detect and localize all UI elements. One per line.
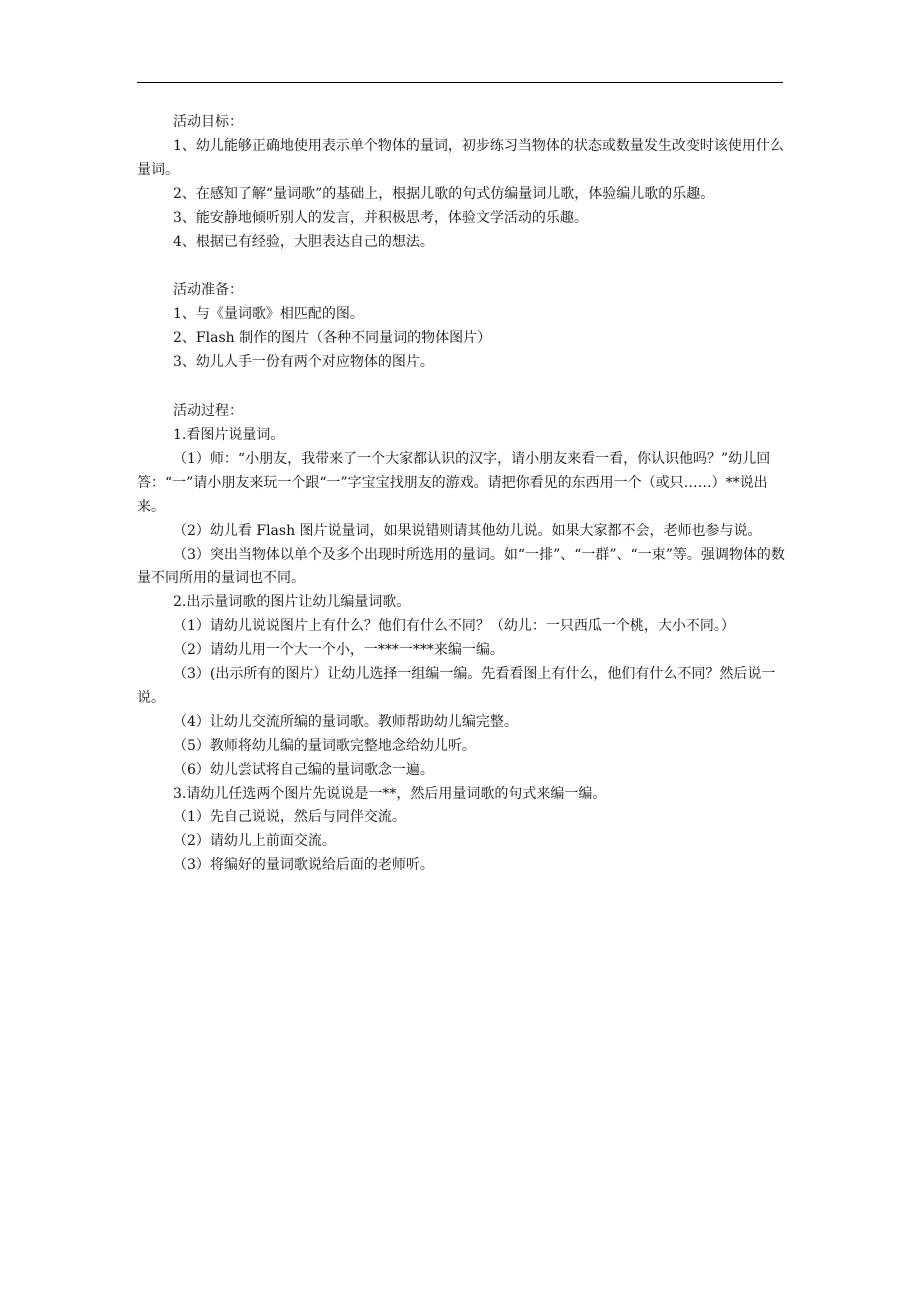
step-1-item-2: （2）幼儿看 Flash 图片说量词，如果说错则请其他幼儿说。如果大家都不会，老师也参与说。 [173,522,762,539]
step-2-item-3: （3）(出示所有的图片）让幼儿选择一组编一编。先看看图上有什么，他们有什么不同？然后说一说。 [137,666,776,706]
prep-3: 3、幼儿人手一份有两个对应物体的图片。 [173,354,434,371]
step-3-item-2: （2）请幼儿上前面交流。 [173,833,336,850]
step-2-item-2: （2）请幼儿用一个大一个小，一***一***来编一编。 [173,642,504,659]
heading-process: 活动过程： [173,403,243,420]
heading-goals: 活动目标： [173,114,243,130]
prep-1: 1、与《量词歌》相匹配的图。 [173,306,364,323]
step-2-title: 2.出示量词歌的图片让幼儿编量词歌。 [173,594,411,611]
section-process [137,400,785,878]
step-2-item-4: （4）让幼儿交流所编的量词歌。教师帮助幼儿编完整。 [173,713,518,730]
goal-1: 1、幼儿能够正确地使用表示单个物体的量词，初步练习当物体的状态或数量发生改变时该使用什么量词。 [137,137,784,178]
step-3-item-1: （1）先自己说说，然后与同伴交流。 [173,809,406,826]
step-3-title: 3.请幼儿任选两个图片先说说是一**，然后用量词歌的句式来编一编。 [173,785,607,802]
prep-2: 2、Flash 制作的图片（各种不同量词的物体图片） [173,330,492,347]
goal-3: 3、能安静地倾听别人的发言，并积极思考，体验文学活动的乐趣。 [173,209,588,226]
step-3-item-3: （3）将编好的量词歌说给后面的老师听。 [173,857,434,874]
goal-2: 2、在感知了解“量词歌”的基础上，根据儿歌的句式仿编量词儿歌，体验编儿歌的乐趣。 [173,185,715,202]
document-body [137,111,785,878]
section-preparation [137,279,785,375]
step-2-item-6: （6）幼儿尝试将自己编的量词歌念一遍。 [173,761,434,778]
heading-preparation: 活动准备： [173,282,243,299]
goal-4: 4、根据已有经验，大胆表达自己的想法。 [173,233,434,250]
step-1-title: 1.看图片说量词。 [173,426,285,443]
step-1-item-1: （1）师：“小朋友，我带来了一个大家都认识的汉字，请小朋友来看一看，你认识他吗？”幼儿回答：“一”请小朋友来玩一个跟“一”字宝宝找朋友的游戏。请把你看见的东西用一个（或只……）**说出来。 [137,450,771,515]
header-rule [137,82,783,83]
section-goals [137,111,785,254]
step-1-item-3: （3）突出当物体以单个及多个出现时所选用的量词。如“一排”、“一群”、“一束”等。强调物体的数量不同所用的量词也不同。 [137,546,785,587]
step-2-item-1: （1）请幼儿说说图片上有什么？他们有什么不同？（幼儿：一只西瓜一个桃，大小不同。） [173,618,735,635]
step-2-item-5: （5）教师将幼儿编的量词歌完整地念给幼儿听。 [173,737,476,754]
